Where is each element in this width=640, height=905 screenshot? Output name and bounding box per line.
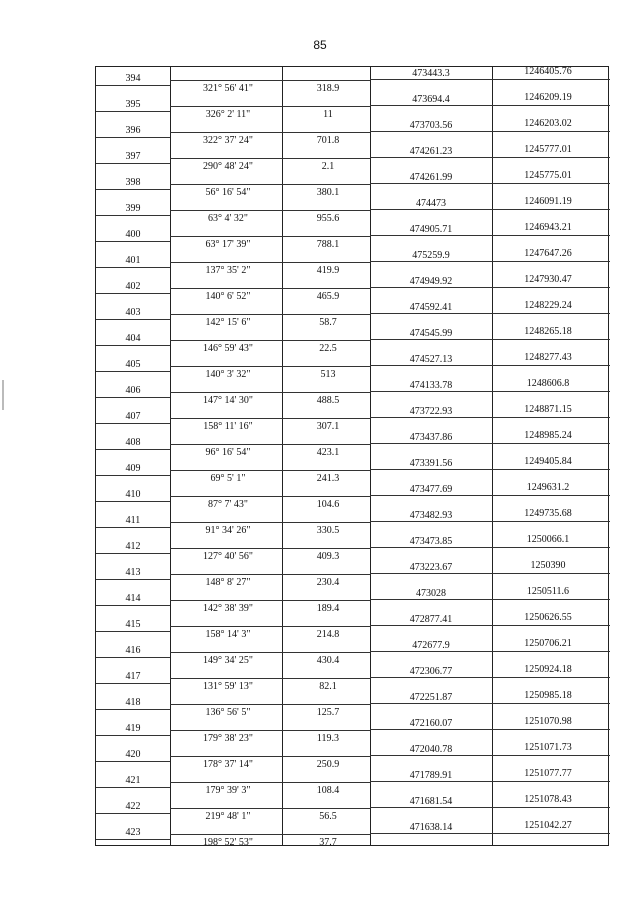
- row-divider: [96, 345, 170, 346]
- direction-angle: 158° 11' 16": [203, 421, 253, 432]
- coordinate-y: 1251071.73: [524, 742, 572, 753]
- row-divider: [96, 683, 170, 684]
- point-number: 421: [125, 775, 141, 786]
- coordinate-y: 1247930.47: [524, 274, 572, 285]
- coordinate-x: 474133.78: [409, 380, 453, 391]
- row-divider: [170, 288, 370, 289]
- direction-angle: 127° 40' 56": [203, 551, 253, 562]
- segment-length: 241.3: [316, 473, 340, 484]
- row-divider: [370, 599, 610, 600]
- point-number: 420: [125, 749, 141, 760]
- row-divider: [170, 782, 370, 783]
- coordinate-y: 1249735.68: [524, 508, 572, 519]
- segment-length: 788.1: [316, 239, 340, 250]
- coordinate-y: 1251070.98: [524, 716, 572, 727]
- segment-length: 125.7: [316, 707, 340, 718]
- coordinate-y: 1248985.24: [524, 430, 572, 441]
- row-divider: [170, 80, 370, 81]
- coordinate-y: 1250390: [530, 560, 566, 571]
- coordinate-x: 472306.77: [409, 666, 453, 677]
- direction-angle: 322° 37' 24": [203, 135, 253, 146]
- segment-length: 701.8: [316, 135, 340, 146]
- segment-length: 307.1: [316, 421, 340, 432]
- row-divider: [96, 501, 170, 502]
- coordinate-x: 474545.99: [409, 328, 453, 339]
- row-divider: [370, 625, 610, 626]
- row-divider: [170, 340, 370, 341]
- row-divider: [96, 371, 170, 372]
- row-divider: [170, 262, 370, 263]
- point-number: 401: [125, 255, 141, 266]
- direction-angle: 56° 16' 54": [205, 187, 251, 198]
- point-number: 395: [125, 99, 141, 110]
- row-divider: [96, 631, 170, 632]
- coordinate-x: 473443.3: [412, 68, 450, 79]
- row-divider: [170, 106, 370, 107]
- row-divider: [96, 787, 170, 788]
- coordinate-x: 474905.71: [409, 224, 453, 235]
- coordinate-x: 474592.41: [409, 302, 453, 313]
- direction-angle: 96° 16' 54": [205, 447, 251, 458]
- row-divider: [370, 495, 610, 496]
- row-divider: [170, 470, 370, 471]
- row-divider: [170, 834, 370, 835]
- point-number: 404: [125, 333, 141, 344]
- row-divider: [370, 313, 610, 314]
- segment-length: 2.1: [321, 161, 335, 172]
- row-divider: [370, 651, 610, 652]
- coordinate-x: 472040.78: [409, 744, 453, 755]
- segment-length: 318.9: [316, 83, 340, 94]
- row-divider: [96, 839, 170, 840]
- coordinate-x: 472251.87: [409, 692, 453, 703]
- row-divider: [96, 761, 170, 762]
- row-divider: [170, 756, 370, 757]
- direction-angle: 178° 37' 14": [203, 759, 253, 770]
- row-divider: [96, 605, 170, 606]
- row-divider: [96, 293, 170, 294]
- row-divider: [370, 521, 610, 522]
- coordinate-x: 473482.93: [409, 510, 453, 521]
- direction-angle: 142° 15' 6": [205, 317, 251, 328]
- coordinate-x: 473703.56: [409, 120, 453, 131]
- coordinate-y: 1246943.21: [524, 222, 572, 233]
- coordinate-x: 473437.86: [409, 432, 453, 443]
- row-divider: [370, 131, 610, 132]
- direction-angle: 149° 34' 25": [203, 655, 253, 666]
- row-divider: [96, 735, 170, 736]
- row-divider: [370, 729, 610, 730]
- page-number: 85: [313, 38, 327, 52]
- direction-angle: 146° 59' 43": [203, 343, 253, 354]
- coordinate-y: 1248265.18: [524, 326, 572, 337]
- point-number: 423: [125, 827, 141, 838]
- row-divider: [370, 573, 610, 574]
- row-divider: [96, 813, 170, 814]
- row-divider: [170, 496, 370, 497]
- row-divider: [96, 449, 170, 450]
- coordinate-y: 1250066.1: [526, 534, 570, 545]
- coordinate-x: 473028: [416, 588, 446, 599]
- point-number: 412: [125, 541, 141, 552]
- point-number: 396: [125, 125, 141, 136]
- row-divider: [170, 314, 370, 315]
- direction-angle: 179° 39' 3": [205, 785, 251, 796]
- row-divider: [370, 547, 610, 548]
- row-divider: [96, 85, 170, 86]
- segment-length: 423.1: [316, 447, 340, 458]
- row-divider: [96, 215, 170, 216]
- row-divider: [96, 553, 170, 554]
- row-divider: [96, 527, 170, 528]
- point-number: 409: [125, 463, 141, 474]
- row-divider: [370, 261, 610, 262]
- segment-length: 37.7: [319, 837, 337, 848]
- coordinate-y: 1249631.2: [526, 482, 570, 493]
- coordinate-x: 473694.4: [412, 94, 450, 105]
- coordinate-x: 475259.9: [412, 250, 450, 261]
- direction-angle: 326° 2' 11": [205, 109, 251, 120]
- segment-length: 955.6: [316, 213, 340, 224]
- point-number: 414: [125, 593, 141, 604]
- point-number: 397: [125, 151, 141, 162]
- coordinate-x: 474949.92: [409, 276, 453, 287]
- row-divider: [170, 444, 370, 445]
- coordinate-x: 474261.23: [409, 146, 453, 157]
- direction-angle: 91° 34' 26": [205, 525, 251, 536]
- point-number: 418: [125, 697, 141, 708]
- row-divider: [370, 339, 610, 340]
- direction-angle: 147° 14' 30": [203, 395, 253, 406]
- point-number: 422: [125, 801, 141, 812]
- row-divider: [96, 709, 170, 710]
- segment-length: 230.4: [316, 577, 340, 588]
- point-number: 416: [125, 645, 141, 656]
- row-divider: [96, 475, 170, 476]
- row-divider: [170, 210, 370, 211]
- row-divider: [370, 183, 610, 184]
- row-divider: [170, 548, 370, 549]
- row-divider: [370, 365, 610, 366]
- row-divider: [170, 392, 370, 393]
- direction-angle: 69° 5' 1": [210, 473, 246, 484]
- segment-length: 22.5: [319, 343, 337, 354]
- segment-length: 119.3: [316, 733, 340, 744]
- row-divider: [370, 417, 610, 418]
- coordinate-y: 1248277.43: [524, 352, 572, 363]
- coordinate-table: [95, 66, 609, 846]
- coordinate-y: 1248606.8: [526, 378, 570, 389]
- coordinate-x: 472677.9: [412, 640, 450, 651]
- row-divider: [370, 677, 610, 678]
- row-divider: [370, 391, 610, 392]
- row-divider: [96, 137, 170, 138]
- segment-length: 409.3: [316, 551, 340, 562]
- segment-length: 11: [323, 109, 333, 120]
- point-number: 410: [125, 489, 141, 500]
- segment-length: 250.9: [316, 759, 340, 770]
- coordinate-y: 1248871.15: [524, 404, 572, 415]
- row-divider: [370, 157, 610, 158]
- point-number: 398: [125, 177, 141, 188]
- direction-angle: 142° 38' 39": [203, 603, 253, 614]
- direction-angle: 137° 35' 2": [205, 265, 251, 276]
- coordinate-y: 1250626.55: [524, 612, 572, 623]
- segment-length: 330.5: [316, 525, 340, 536]
- segment-length: 104.6: [316, 499, 340, 510]
- point-number: 411: [125, 515, 141, 526]
- coordinate-y: 1247647.26: [524, 248, 572, 259]
- segment-length: 419.9: [316, 265, 340, 276]
- coordinate-x: 471681.54: [409, 796, 453, 807]
- direction-angle: 148° 8' 27": [205, 577, 251, 588]
- margin-scan-mark: [2, 380, 4, 410]
- point-number: 413: [125, 567, 141, 578]
- segment-length: 214.8: [316, 629, 340, 640]
- row-divider: [96, 111, 170, 112]
- coordinate-y: 1249405.84: [524, 456, 572, 467]
- direction-angle: 140° 3' 32": [205, 369, 251, 380]
- coordinate-y: 1250924.18: [524, 664, 572, 675]
- point-number: 403: [125, 307, 141, 318]
- row-divider: [170, 366, 370, 367]
- row-divider: [170, 158, 370, 159]
- row-divider: [96, 657, 170, 658]
- coordinate-y: 1251042.27: [524, 820, 572, 831]
- direction-angle: 63° 4' 32": [208, 213, 248, 224]
- segment-length: 430.4: [316, 655, 340, 666]
- segment-length: 58.7: [319, 317, 337, 328]
- row-divider: [170, 678, 370, 679]
- direction-angle: 140° 6' 52": [205, 291, 251, 302]
- coordinate-y: 1246203.02: [524, 118, 572, 129]
- coordinate-x: 474527.13: [409, 354, 453, 365]
- row-divider: [170, 730, 370, 731]
- point-number: 419: [125, 723, 141, 734]
- direction-angle: 219° 48' 1": [205, 811, 251, 822]
- coordinate-y: 1250511.6: [526, 586, 570, 597]
- row-divider: [170, 236, 370, 237]
- direction-angle: 87° 7' 43": [208, 499, 248, 510]
- segment-length: 488.5: [316, 395, 340, 406]
- direction-angle: 136° 56' 5": [205, 707, 251, 718]
- row-divider: [170, 184, 370, 185]
- row-divider: [370, 781, 610, 782]
- row-divider: [96, 579, 170, 580]
- row-divider: [170, 600, 370, 601]
- coordinate-x: 473223.67: [409, 562, 453, 573]
- row-divider: [370, 209, 610, 210]
- coordinate-y: 1246405.76: [524, 66, 572, 77]
- segment-length: 380.1: [316, 187, 340, 198]
- row-divider: [96, 423, 170, 424]
- row-divider: [170, 704, 370, 705]
- segment-length: 56.5: [319, 811, 337, 822]
- coordinate-x: 473391.56: [409, 458, 453, 469]
- direction-angle: 198° 52' 53": [203, 837, 253, 848]
- coordinate-x: 474473: [416, 198, 446, 209]
- row-divider: [96, 163, 170, 164]
- row-divider: [170, 808, 370, 809]
- row-divider: [96, 189, 170, 190]
- row-divider: [370, 469, 610, 470]
- direction-angle: 321° 56' 41": [203, 83, 253, 94]
- point-number: 406: [125, 385, 141, 396]
- segment-length: 108.4: [316, 785, 340, 796]
- point-number: 407: [125, 411, 141, 422]
- coordinate-x: 472160.07: [409, 718, 453, 729]
- segment-length: 465.9: [316, 291, 340, 302]
- coordinate-y: 1250706.21: [524, 638, 572, 649]
- coordinate-y: 1246209.19: [524, 92, 572, 103]
- coordinate-y: 1246091.19: [524, 196, 572, 207]
- coordinate-x: 473473.85: [409, 536, 453, 547]
- row-divider: [170, 132, 370, 133]
- row-divider: [370, 287, 610, 288]
- direction-angle: 63° 17' 39": [205, 239, 251, 250]
- direction-angle: 131° 59' 13": [203, 681, 253, 692]
- row-divider: [96, 267, 170, 268]
- coordinate-x: 471789.91: [409, 770, 453, 781]
- point-number: 405: [125, 359, 141, 370]
- point-number: 415: [125, 619, 141, 630]
- point-number: 408: [125, 437, 141, 448]
- row-divider: [370, 235, 610, 236]
- row-divider: [370, 443, 610, 444]
- coordinate-x: 473722.93: [409, 406, 453, 417]
- coordinate-y: 1248229.24: [524, 300, 572, 311]
- segment-length: 189.4: [316, 603, 340, 614]
- coordinate-y: 1245777.01: [524, 144, 572, 155]
- point-number: 399: [125, 203, 141, 214]
- row-divider: [370, 755, 610, 756]
- row-divider: [96, 319, 170, 320]
- coordinate-x: 472877.41: [409, 614, 453, 625]
- row-divider: [370, 833, 610, 834]
- row-divider: [370, 807, 610, 808]
- row-divider: [170, 626, 370, 627]
- row-divider: [370, 105, 610, 106]
- row-divider: [170, 652, 370, 653]
- coordinate-y: 1250985.18: [524, 690, 572, 701]
- row-divider: [170, 522, 370, 523]
- coordinate-x: 471638.14: [409, 822, 453, 833]
- coordinate-x: 473477.69: [409, 484, 453, 495]
- direction-angle: 158° 14' 3": [205, 629, 251, 640]
- coordinate-y: 1245775.01: [524, 170, 572, 181]
- segment-length: 513: [320, 369, 336, 380]
- row-divider: [370, 703, 610, 704]
- coordinate-y: 1251078.43: [524, 794, 572, 805]
- row-divider: [370, 79, 610, 80]
- direction-angle: 179° 38' 23": [203, 733, 253, 744]
- segment-length: 82.1: [319, 681, 337, 692]
- row-divider: [170, 418, 370, 419]
- coordinate-y: 1251077.77: [524, 768, 572, 779]
- point-number: 400: [125, 229, 141, 240]
- point-number: 417: [125, 671, 141, 682]
- row-divider: [170, 574, 370, 575]
- row-divider: [96, 241, 170, 242]
- direction-angle: 290° 48' 24": [203, 161, 253, 172]
- row-divider: [96, 397, 170, 398]
- coordinate-x: 474261.99: [409, 172, 453, 183]
- point-number: 394: [125, 73, 141, 84]
- point-number: 402: [125, 281, 141, 292]
